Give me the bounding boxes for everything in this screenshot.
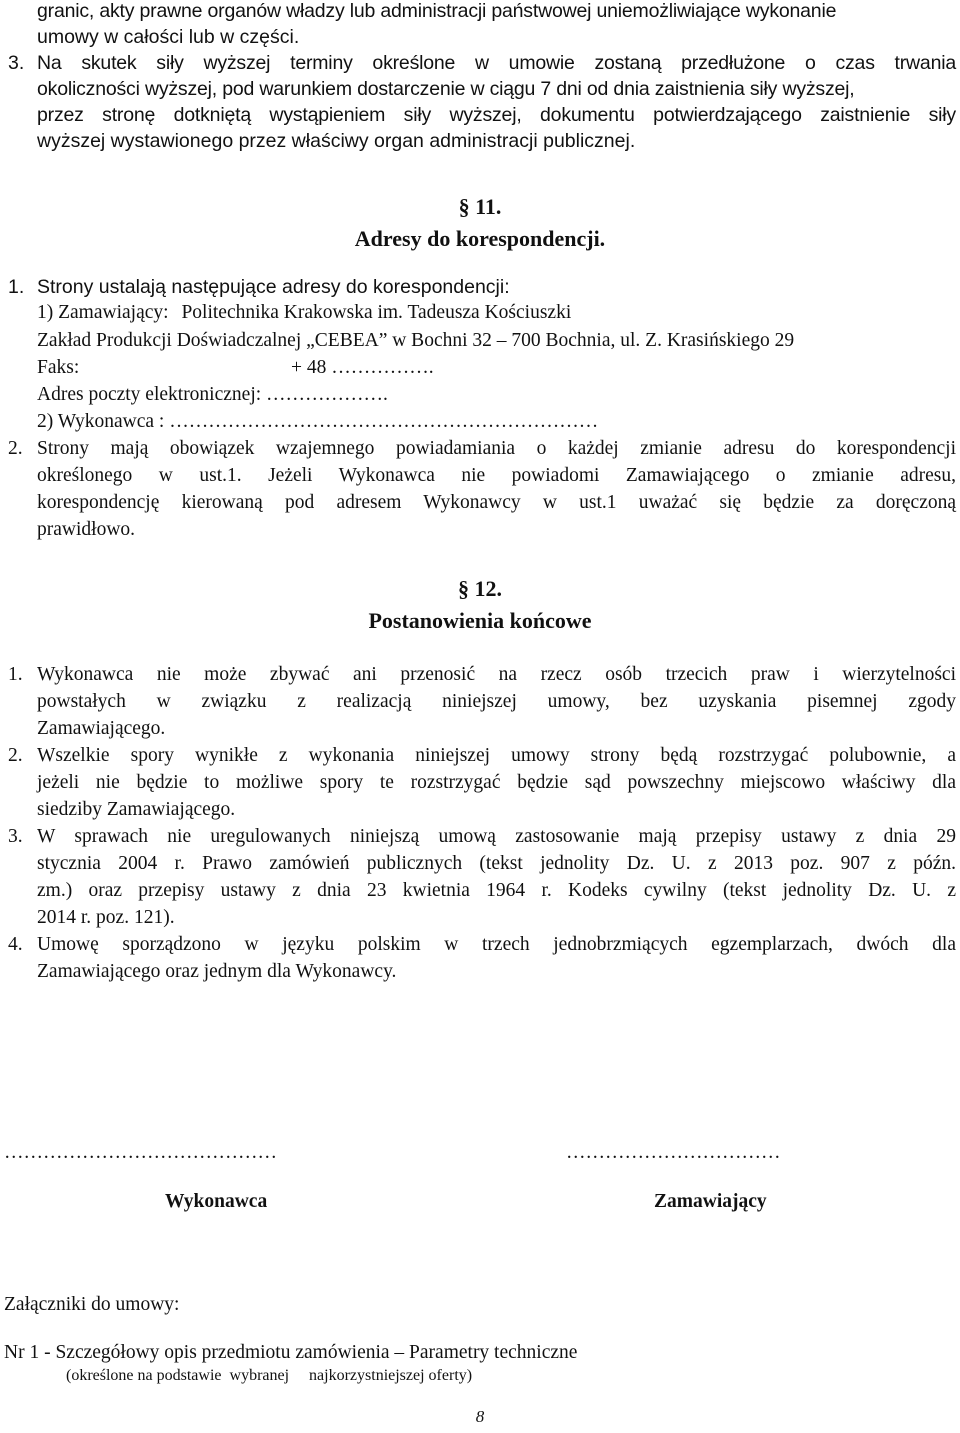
attachments-header: Załączniki do umowy: [4,1294,180,1315]
section-title: Adresy do korespondencji. [354,226,606,251]
text-line: Na skutek siły wyższej terminy określone w umowie zostaną przedłużone o czas trwania [37,52,956,74]
list-number: 1. [8,664,23,685]
text-line: określonego w ust.1. Jeżeli Wykonawca nie powiadomi Zamawiającego o zmianie adresu, [37,465,956,486]
attachment-note: (określone na podstawie wybranej najkorzystniejszej oferty) [66,1367,473,1384]
zamawiajacy-address: Zakład Produkcji Doświadczalnej „CEBEA” w Bochni 32 – 700 Bochnia, ul. Z. Krasińskiego 29 [37,330,795,351]
text-line: przez stronę dotkniętą wystąpieniem siły wyższej, dokumentu potwierdzającego zaistnienie siły [37,104,956,126]
signature-label-wykonawca: Wykonawca [165,1191,268,1212]
list-number: 2. [8,438,23,459]
list-number: 1. [8,276,25,298]
email-line: Adres poczty elektronicznej: ………………. [37,384,388,405]
text-line: jeżeli nie będzie to możliwe spory te rozstrzygać będzie sąd powszechny miejscowo właściwy dla [37,772,956,793]
list-number: 2. [8,745,23,766]
text-line: Zamawiającego. [37,718,166,739]
text-line: powstałych w związku z realizacją niniejszej umowy, bez uzyskania pisemnej zgody [37,691,956,712]
text-line: Umowę sporządzono w języku polskim w trzech jednobrzmiących egzemplarzach, dwóch dla [37,934,956,955]
text-line: Wykonawca nie może zbywać ani przenosić na rzecz osób trzecich praw i wierzytelności [37,664,956,685]
wykonawca-line: 2) Wykonawca : ………………………………………………………… [37,411,599,432]
text-line: W sprawach nie uregulowanych niniejszą umową zastosowanie mają przepisy ustawy z dnia 29 [37,826,956,847]
text-line: Strony mają obowiązek wzajemnego powiadamiania o każdej zmianie adresu do korespondencji [37,438,956,459]
text-line: okoliczności wyższej, pod warunkiem dostarczenie w ciągu 7 dni od dnia zaistnienia siły wyższej, [37,78,855,100]
text-line: prawidłowo. [37,519,136,540]
fax-label: Faks: [37,357,80,378]
text-line: Zamawiającego oraz jednym dla Wykonawcy. [37,961,397,982]
signature-line-wykonawca: …………………………………… [4,1142,277,1163]
text-line: 2014 r. poz. 121). [37,907,175,928]
text-line: Strony ustalają następujące adresy do korespondencji: [37,276,510,298]
list-number: 3. [8,52,25,74]
text-line: Wszelkie spory wynikłe z wykonania niniejszej umowy strony będą rozstrzygać polubownie, a [37,745,956,766]
text-line: zm.) oraz przepisy ustawy z dnia 23 kwietnia 1964 r. Kodeks cywilny (tekst jednolity Dz. U. z [37,880,956,901]
fax-line [37,355,956,381]
fax-value: + 48 ……………. [291,357,434,378]
text-line: granic, akty prawne organów władzy lub administracji państwowej uniemożliwiające wykonanie [37,0,837,22]
text-line: wyższej wystawionego przez właściwy organ administracji publicznej. [37,130,636,152]
signature-label-zamawiajacy: Zamawiający [654,1191,767,1212]
list-number: 3. [8,826,23,847]
text-line: korespondencję kierowaną pod adresem Wykonawcy w ust.1 uważać się będzie za doręczoną [37,492,956,513]
section-title: Postanowienia końcowe [368,608,592,633]
page-number: 8 [475,1407,485,1426]
section-number: § 11. [458,194,502,219]
contact-zamawiajacy [37,300,956,326]
section-number: § 12. [458,576,502,601]
zamawiajacy-label: 1) Zamawiający: [37,302,169,323]
list-number: 4. [8,934,23,955]
text-line: umowy w całości lub w części. [37,26,300,48]
attachment-item: Nr 1 - Szczegółowy opis przedmiotu zamówienia – Parametry techniczne [4,1342,578,1363]
zamawiajacy-name: Politechnika Krakowska im. Tadeusza Kościuszki [181,302,572,323]
text-line: stycznia 2004 r. Prawo zamówień publicznych (tekst jednolity Dz. U. z 2013 poz. 907 z późn. [37,853,956,874]
text-line: siedziby Zamawiającego. [37,799,236,820]
signature-line-zamawiajacy: …………………………… [566,1142,781,1163]
